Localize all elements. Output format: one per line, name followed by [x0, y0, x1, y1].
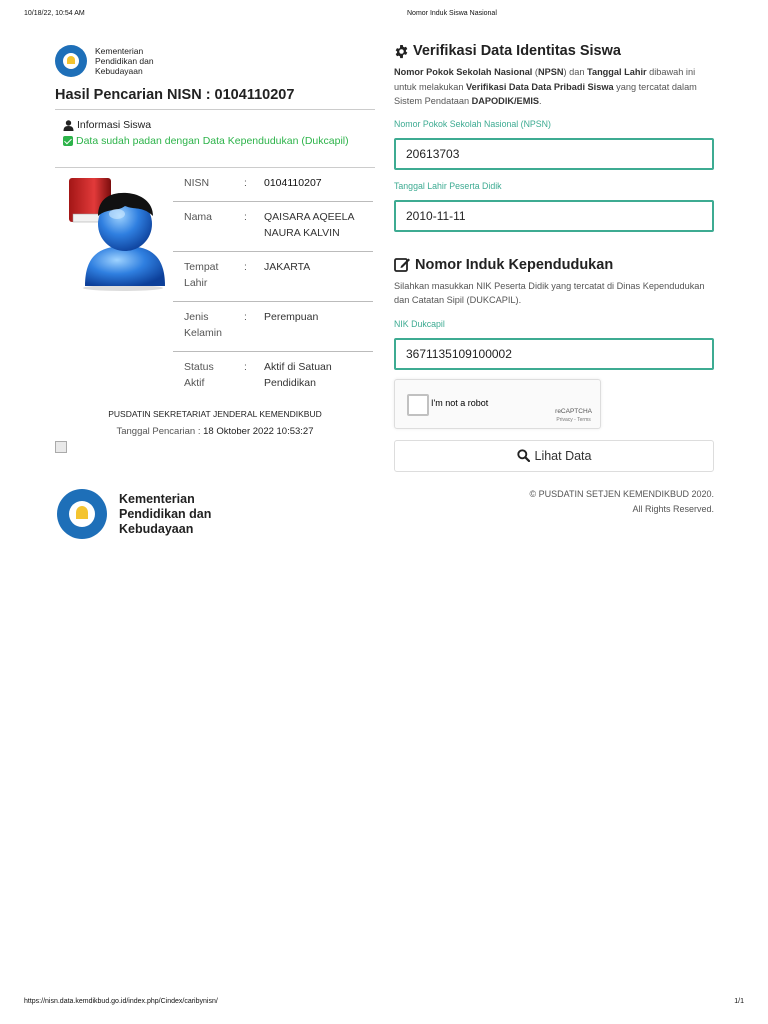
print-title: Nomor Induk Siswa Nasional — [407, 10, 497, 17]
search-date-value: 18 Oktober 2022 10:53:27 — [203, 426, 314, 437]
desc-text: dibawah ini untuk melakukan — [394, 67, 696, 92]
detail-value: Perempuan — [253, 302, 373, 352]
gear-icon — [394, 44, 409, 59]
brand-line: Pendidikan dan — [119, 506, 212, 521]
detail-separator: : — [244, 361, 247, 373]
print-page-count: 1/1 — [734, 998, 744, 1005]
table-row — [173, 168, 373, 202]
info-heading-label: Informasi Siswa — [77, 119, 152, 131]
student-details — [55, 167, 375, 398]
npsn-input[interactable]: 20613703 — [394, 138, 714, 170]
verify-description — [394, 65, 714, 109]
print-url: https://nisn.data.kemdikbud.go.id/index.php/Cindex/caribynisn/ — [24, 998, 218, 1005]
detail-separator: : — [233, 202, 253, 252]
detail-value: JAKARTA — [253, 252, 373, 302]
recaptcha-widget[interactable] — [394, 379, 601, 429]
check-square-icon — [63, 136, 73, 146]
copyright-line: All Rights Reserved. — [632, 503, 714, 514]
npsn-label: Nomor Pokok Sekolah Nasional (NPSN) — [394, 118, 551, 129]
desc-text: ( — [532, 67, 538, 77]
nik-input[interactable]: 3671135109100002 — [394, 338, 714, 370]
desc-bold: Nomor Pokok Sekolah Nasional — [394, 67, 533, 77]
recaptcha-label: I'm not a robot — [431, 397, 489, 408]
brand-line: Kebudayaan — [119, 521, 194, 536]
detail-value: QAISARA AQEELA NAURA KALVIN — [253, 202, 373, 252]
table-row — [173, 302, 373, 352]
verify-title-text: Verifikasi Data Identitas Siswa — [413, 43, 621, 59]
footer-brand-text — [119, 492, 211, 537]
page-title: Hasil Pencarian NISN : 0104110207 — [55, 87, 375, 110]
footer-brand — [57, 489, 211, 539]
broken-image-icon — [55, 441, 67, 453]
brand-line: Kebudayaan — [95, 66, 143, 76]
desc-bold: Verifikasi Data Data Pribadi Siswa — [466, 81, 614, 92]
desc-text: ) dan — [563, 67, 588, 77]
user-icon — [63, 120, 74, 131]
print-footer — [24, 998, 744, 1010]
brand-text — [95, 46, 154, 76]
desc-bold: Tanggal Lahir — [587, 67, 647, 77]
student-avatar-icon — [65, 176, 165, 296]
desc-bold: NPSN — [538, 67, 564, 77]
search-icon — [517, 449, 530, 462]
student-detail-table — [173, 168, 373, 401]
desc-text: . — [539, 96, 542, 106]
brand-header — [55, 43, 375, 79]
nik-description: Silahkan masukkan NIK Peserta Didik yang tercatat di Dinas Kependudukan dan Catatan Sipil (DUKCAPIL). — [394, 280, 705, 305]
kemendikbud-logo-icon — [57, 489, 107, 539]
table-row — [173, 252, 373, 302]
detail-separator: : — [233, 302, 253, 352]
detail-label: Tempat Lahir — [173, 252, 233, 302]
recaptcha-brand-name: reCAPTCHA — [555, 407, 592, 415]
org-name: PUSDATIN SEKRETARIAT JENDERAL KEMENDIKBUD — [108, 409, 322, 419]
table-row — [173, 202, 373, 252]
info-heading — [63, 119, 375, 131]
copyright — [394, 487, 714, 517]
lihat-data-label: Lihat Data — [534, 448, 592, 463]
detail-value: 0104110207 — [253, 168, 373, 202]
detail-label: Nama — [173, 202, 233, 252]
dob-input[interactable]: 2010-11-11 — [394, 200, 714, 232]
detail-label: Jenis Kelamin — [173, 302, 233, 352]
nik-title — [394, 257, 714, 273]
edit-icon — [394, 257, 411, 272]
status-message — [63, 135, 375, 147]
brand-line: Pendidikan dan — [95, 56, 154, 66]
search-date-label: Tanggal Pencarian : — [116, 426, 201, 437]
status-message-text: Data sudah padan dengan Data Kependudukan (Dukcapil) — [76, 135, 349, 147]
detail-value: Aktif di Satuan Pendidikan — [264, 361, 332, 389]
detail-separator: : — [233, 168, 253, 202]
detail-label: NISN — [173, 168, 233, 202]
copyright-line: © PUSDATIN SETJEN KEMENDIKBUD 2020. — [529, 488, 714, 499]
verify-title — [394, 43, 714, 59]
detail-label: Status Aktif — [184, 361, 214, 389]
detail-separator: : — [233, 252, 253, 302]
kemendikbud-logo-icon — [55, 45, 87, 77]
brand-line: Kementerian — [95, 46, 144, 56]
print-date: 10/18/22, 10:54 AM — [24, 10, 85, 17]
nik-title-text: Nomor Induk Kependudukan — [415, 256, 614, 273]
table-row — [173, 352, 373, 402]
dob-label: Tanggal Lahir Peserta Didik — [394, 180, 502, 191]
nik-label: NIK Dukcapil — [394, 318, 445, 329]
print-header — [24, 10, 744, 22]
verification-form — [394, 43, 714, 517]
search-date — [85, 426, 345, 437]
result-panel — [55, 43, 375, 536]
lihat-data-button[interactable] — [394, 440, 714, 472]
brand-line: Kementerian — [119, 491, 195, 506]
recaptcha-checkbox[interactable] — [407, 394, 429, 416]
recaptcha-links[interactable]: Privacy - Terms — [556, 416, 591, 423]
desc-bold: DAPODIK/EMIS — [471, 96, 540, 106]
desc-text: yang tercatat dalam Sistem Pendataan — [394, 81, 697, 106]
recaptcha-brand — [555, 408, 592, 424]
